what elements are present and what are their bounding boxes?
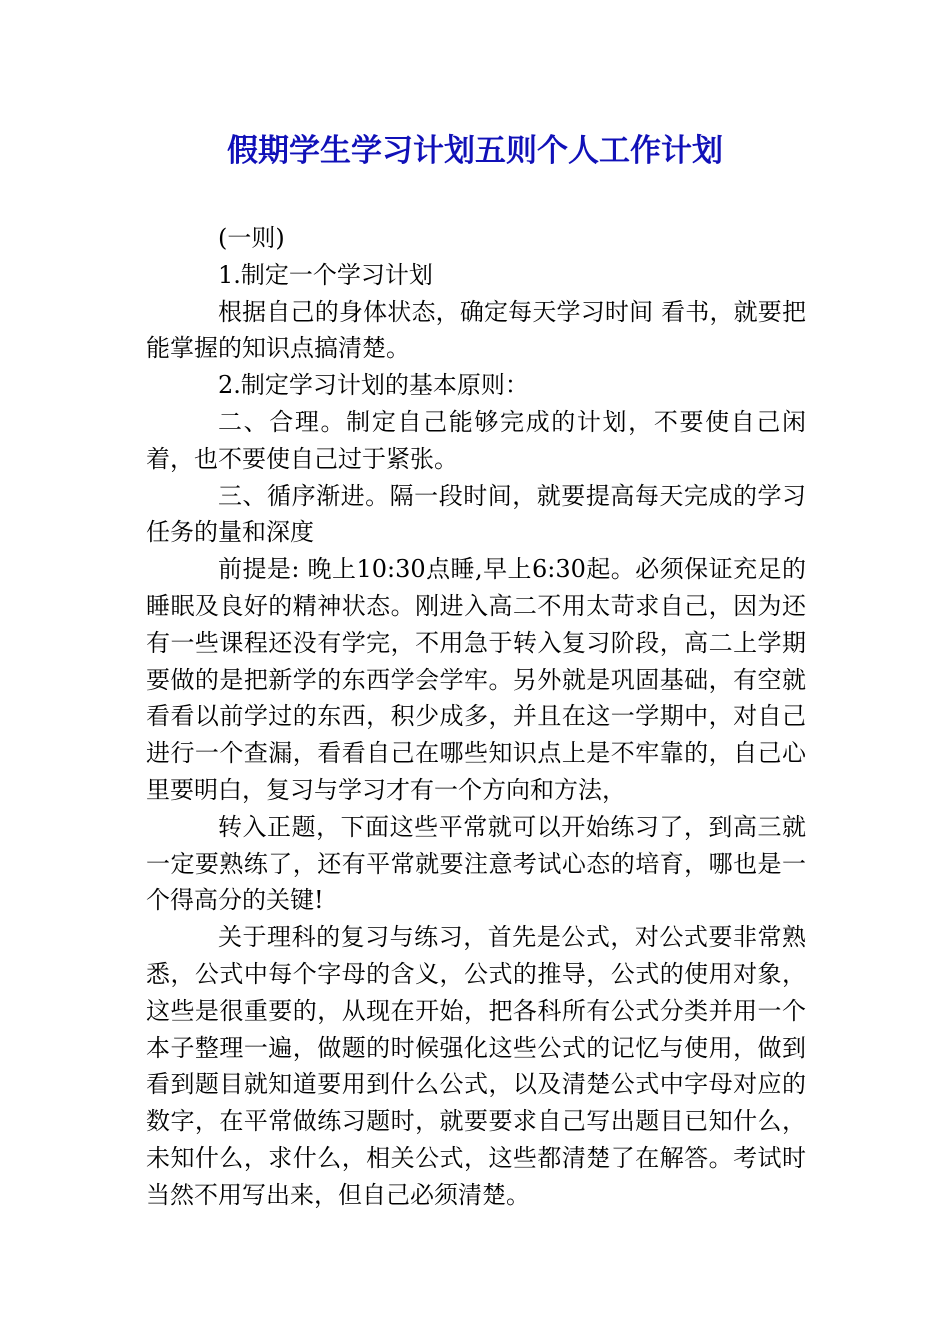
document-body: [146, 220, 806, 1214]
paragraph-body: 根据自己的身体状态，确定每天学习时间 看书，就要把能掌握的知识点搞清楚。: [146, 297, 806, 363]
paragraph-section-heading: (一则): [218, 224, 285, 252]
document-title: 假期学生学习计划五则个人工作计划: [227, 133, 723, 169]
paragraph-body: 转入正题，下面这些平常就可以开始练习了，到高三就一定要熟练了，还有平常就要注意考试心态的培育，哪也是一个得高分的关键!: [146, 812, 806, 915]
paragraph-body: 关于理科的复习与练习，首先是公式，对公式要非常熟悉，公式中每个字母的含义，公式的推导，公式的使用对象，这些是很重要的，从现在开始，把各科所有公式分类并用一个本子整理一遍，做题的时候强化这些公式的记忆与使用，做到看到题目就知道要用到什么公式，以及清楚公式中字母对应的数字，在平常做练习题时，就要要求自己写出题目已知什么，未知什么，求什么，相关公式，这些都清楚了在解答。考试时当然不用写出来，但自己必须清楚。: [146, 923, 806, 1209]
paragraph-body: 前提是: 晚上10:30点睡,早上6:30起。必须保证充足的睡眠及良好的精神状态。刚进入高二不用太苛求自己，因为还有一些课程还没有学完，不用急于转入复习阶段，高二上学期要做的是把新学的东西学会学牢。另外就是巩固基础，有空就看看以前学过的东西，积少成多，并且在这一学期中，对自己进行一个查漏，看看自己在哪些知识点上是不牢靠的，自己心里要明白，复习与学习才有一个方向和方法，: [146, 555, 806, 804]
paragraph-item-2: 2.制定学习计划的基本原则：: [218, 371, 529, 400]
paragraph-principle-3: 三、循序渐进。隔一段时间，就要提高每天完成的学习任务的量和深度: [146, 481, 806, 547]
paragraph-item-1: 1.制定一个学习计划: [218, 260, 433, 289]
paragraph-principle-2: 二、合理。制定自己能够完成的计划，不要使自己闲着，也不要使自己过于紧张。: [146, 407, 806, 473]
